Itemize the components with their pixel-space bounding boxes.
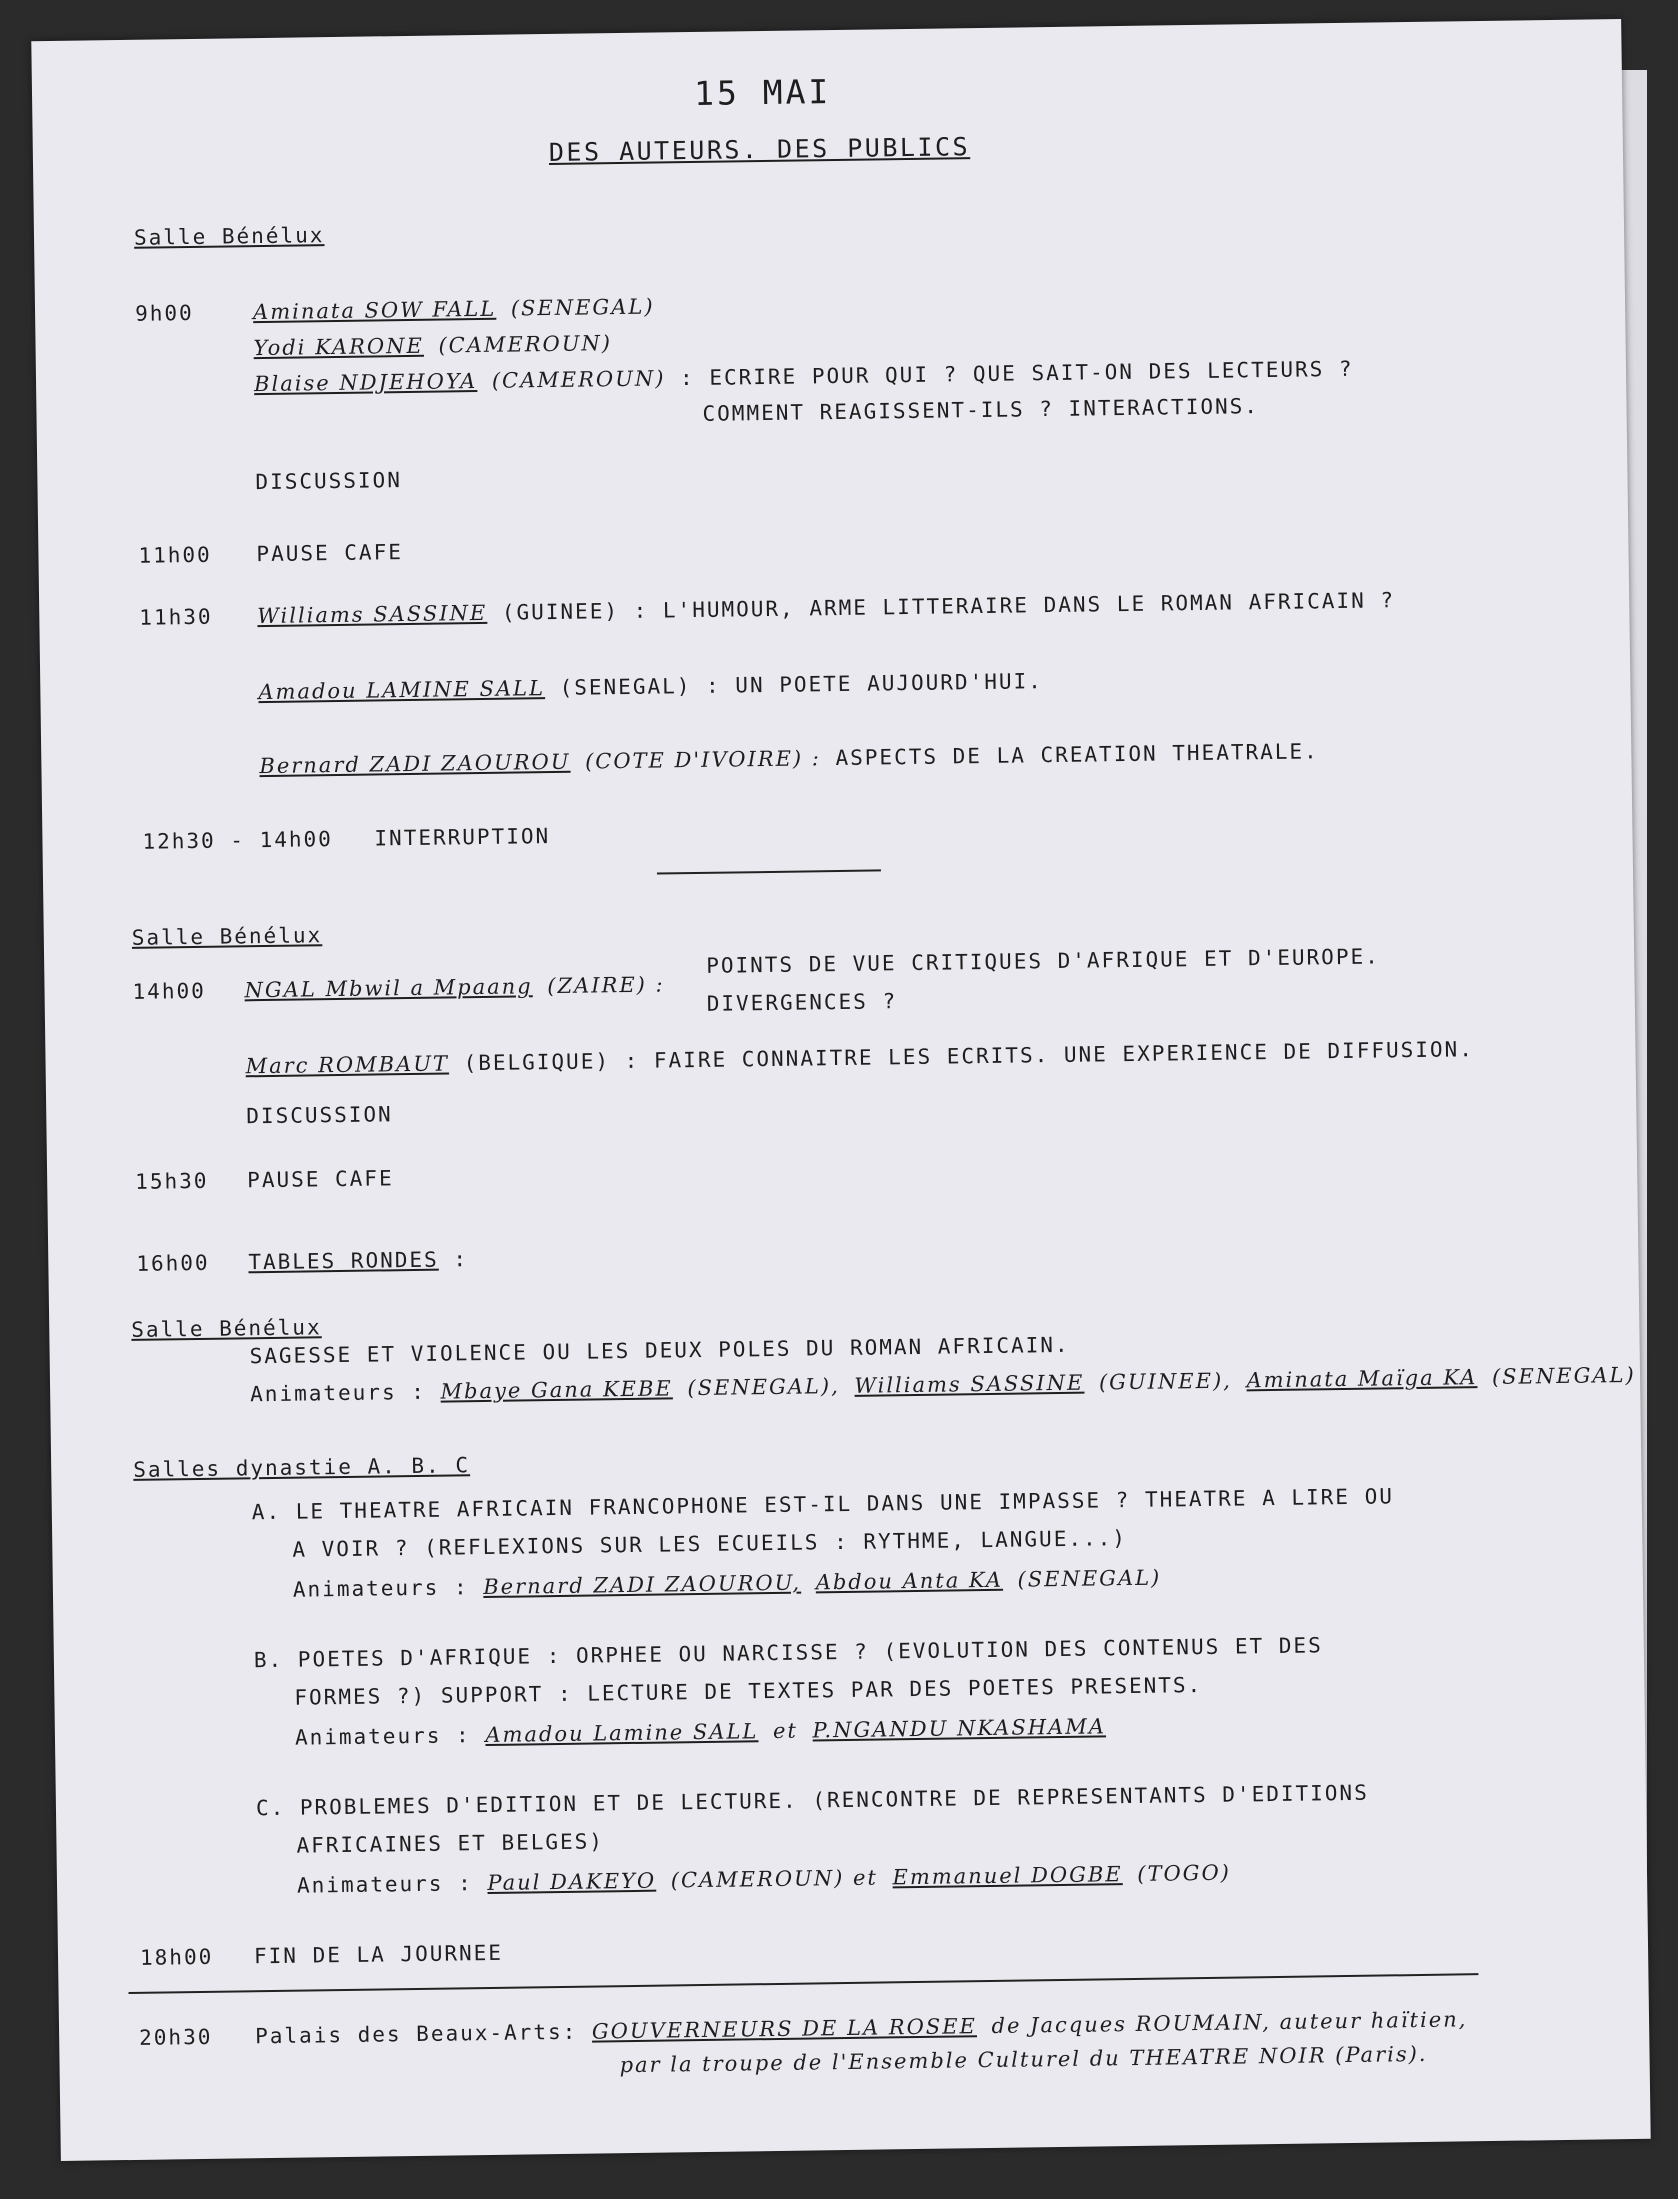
speaker-row: [253, 295, 655, 325]
time-18h00: 18h00: [139, 1944, 214, 1970]
time-9h00: 9h00: [134, 300, 194, 326]
speaker-row: [259, 739, 1319, 778]
roundtable-b-line1: B. POETES D'AFRIQUE : ORPHEE OU NARCISSE ? (EVOLUTION DES CONTENUS ET DES: [253, 1633, 1323, 1673]
session-topic: : ECRIRE POUR QUI ? QUE SAIT-ON DES LECTEURS ?: [679, 356, 1354, 391]
interruption-label: INTERRUPTION: [374, 824, 551, 851]
speaker-name: Williams SASSINE: [257, 600, 488, 629]
speaker-row: [244, 972, 664, 1002]
animator-name: Amadou Lamine SALL: [485, 1719, 759, 1748]
animator-name: Abdou Anta KA: [815, 1567, 1004, 1595]
session-topic: POINTS DE VUE CRITIQUES D'AFRIQUE ET D'EUROPE.: [706, 944, 1380, 978]
animator-country: (SENEGAL),: [687, 1374, 840, 1401]
time-11h30: 11h30: [139, 604, 213, 630]
room-benelux-roundtable: Salle Bénélux: [131, 1315, 322, 1342]
speaker-row: [245, 1037, 1474, 1078]
speaker-country: (ZAIRE) :: [547, 972, 665, 999]
speaker-name: Amadou LAMINE SALL: [258, 676, 546, 705]
speaker-row: [253, 331, 612, 360]
play-title: GOUVERNEURS DE LA ROSEE: [591, 2014, 978, 2044]
animators-row: [293, 1566, 1162, 1602]
evening-venue: Palais des Beaux-Arts:: [254, 2019, 578, 2049]
animator-name: Mbaye Gana KEBE: [440, 1376, 673, 1404]
time-16h00: 16h00: [136, 1250, 210, 1276]
roundtable-theme: SAGESSE ET VIOLENCE OU LES DEUX POLES DU ROMAN AFRICAIN.: [249, 1332, 1070, 1369]
animator-country: (SENEGAL): [1491, 1362, 1636, 1389]
speaker-row: [258, 669, 1043, 704]
session-topic: (BELGIQUE) : FAIRE CONNAITRE LES ECRITS. UNE EXPERIENCE DE DIFFUSION.: [463, 1037, 1475, 1076]
animator-name: P.NGANDU NKASHAMA: [812, 1714, 1107, 1743]
colon: :: [453, 1247, 469, 1272]
animators-label: Animateurs :: [292, 1575, 469, 1602]
speaker-row: [257, 588, 1395, 628]
time-20h30: 20h30: [138, 2024, 213, 2050]
roundtable-c-line2: AFRICAINES ET BELGES): [296, 1829, 605, 1858]
animator-country: (SENEGAL): [1017, 1565, 1162, 1592]
time-11h00: 11h00: [138, 542, 212, 568]
animator-country: (GUINEE),: [1098, 1368, 1233, 1395]
speaker-row: [254, 357, 1354, 396]
document-page: [31, 19, 1650, 2161]
speaker-country: (CAMEROUN): [438, 331, 613, 358]
roundtable-b-line2: FORMES ?) SUPPORT : LECTURE DE TEXTES PAR DES POETES PRESENTS.: [294, 1673, 1203, 1710]
time-15h30: 15h30: [135, 1168, 209, 1194]
conjunction: et: [772, 1718, 799, 1744]
roundtable-c-line1: C. PROBLEMES D'EDITION ET DE LECTURE. (RENCONTRE DE REPRESENTANTS D'EDITIONS: [255, 1780, 1369, 1821]
tables-rondes-label: TABLES RONDES: [248, 1247, 439, 1275]
animator-name: Paul DAKEYO: [487, 1868, 657, 1896]
speaker-name: Aminata SOW FALL: [252, 296, 497, 325]
time-12h30: 12h30 - 14h00: [142, 827, 333, 854]
speaker-country: (COTE D'IVOIRE) :: [584, 746, 822, 774]
animator-name: Williams SASSINE: [854, 1370, 1085, 1398]
speaker-name: NGAL Mbwil a Mpaang: [244, 974, 533, 1003]
animator-country: (TOGO): [1137, 1860, 1232, 1886]
speaker-country: (SENEGAL): [510, 294, 655, 321]
pause-label: PAUSE CAFE: [247, 1166, 394, 1193]
session-topic: ASPECTS DE LA CREATION THEATRALE.: [835, 739, 1319, 771]
session-topic-continued: DIVERGENCES ?: [706, 989, 898, 1016]
discussion-label: DISCUSSION: [255, 468, 403, 495]
discussion-label: DISCUSSION: [246, 1102, 393, 1129]
end-of-day-label: FIN DE LA JOURNEE: [253, 1940, 504, 1969]
footer-divider: [129, 1973, 1479, 1994]
document-date: 15 MAI: [693, 72, 832, 113]
animators-row: [295, 1714, 1106, 1749]
session-topic: (SENEGAL) : UN POETE AUJOURD'HUI.: [559, 669, 1043, 700]
tables-rondes-row: [248, 1247, 468, 1274]
session-topic: (GUINEE) : L'HUMOUR, ARME LITTERAIRE DANS LE ROMAN AFRICAIN ?: [501, 588, 1396, 625]
animators-label: Animateurs :: [250, 1379, 427, 1407]
speaker-name: Blaise NDJEHOYA: [253, 369, 478, 397]
evening-row: [255, 2007, 1468, 2048]
pause-label: PAUSE CAFE: [256, 540, 404, 567]
animator-name: Bernard ZADI ZAOUROU,: [483, 1570, 802, 1600]
animator-name: Emmanuel DOGBE: [892, 1862, 1123, 1890]
speaker-country: (CAMEROUN): [491, 366, 666, 393]
room-dynastie: Salles dynastie A. B. C: [133, 1453, 471, 1482]
play-troupe: par la troupe de l'Ensemble Culturel du THEATRE NOIR (Paris).: [619, 2041, 1428, 2078]
room-afternoon: Salle Bénélux: [131, 923, 323, 950]
speaker-name: Yodi KARONE: [253, 333, 425, 361]
speaker-name: Bernard ZADI ZAOUROU: [259, 749, 571, 779]
roundtable-a-line2: A VOIR ? (REFLEXIONS SUR LES ECUEILS : RYTHME, LANGUE...): [292, 1526, 1128, 1562]
speaker-name: Marc ROMBAUT: [245, 1051, 450, 1079]
document-subtitle: DES AUTEURS. DES PUBLICS: [548, 132, 971, 167]
session-topic-continued: COMMENT REAGISSENT-ILS ? INTERACTIONS.: [702, 394, 1260, 426]
room-morning: Salle Bénélux: [133, 223, 325, 250]
animator-name: Aminata Maïga KA: [1246, 1365, 1478, 1393]
roundtable-a-line1: A. LE THEATRE AFRICAIN FRANCOPHONE EST-IL DANS UNE IMPASSE ? THEATRE A LIRE OU: [251, 1484, 1395, 1525]
time-14h00: 14h00: [132, 978, 206, 1004]
animators-label: Animateurs :: [296, 1871, 473, 1898]
animator-country: (CAMEROUN) et: [670, 1865, 879, 1893]
animators-label: Animateurs :: [294, 1723, 471, 1750]
animators-row: [250, 1363, 1636, 1406]
section-divider: [657, 869, 881, 874]
play-author: de Jacques ROUMAIN, auteur haïtien,: [991, 2007, 1468, 2038]
animators-row: [297, 1861, 1231, 1898]
